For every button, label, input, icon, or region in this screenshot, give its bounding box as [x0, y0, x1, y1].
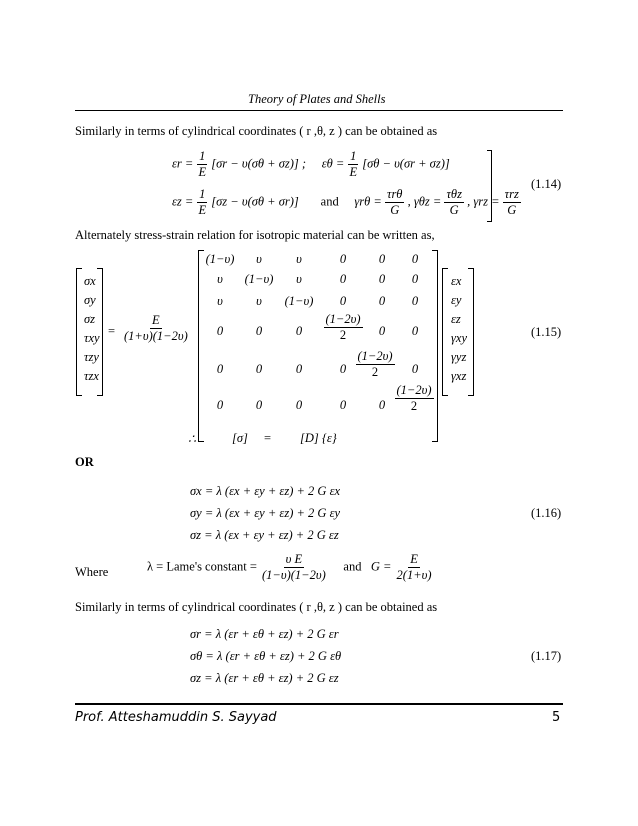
- matrix-cell: 0: [378, 272, 386, 286]
- matrix-cell: 0: [295, 324, 303, 338]
- coefficient: $\frac{E}{(1+\upsilon)(1-2\upsilon)}$: [124, 313, 188, 344]
- matrix-cell: 0: [255, 398, 263, 412]
- matrix-cell: 0: [411, 294, 419, 308]
- matrix-cell: (1−υ): [205, 252, 235, 266]
- matrix-cell-fraction: $\frac{(1-2\upsilon)}{2}$: [325, 312, 361, 343]
- stress-vector-brace-left: [76, 268, 82, 396]
- matrix-cell: 0: [295, 398, 303, 412]
- matrix-cell: 0: [411, 252, 419, 266]
- eq-1-16-line: σx = λ (εx + εy + εz) + 2 G εx: [190, 484, 341, 498]
- matrix-cell: υ: [296, 272, 302, 286]
- matrix-cell: 0: [339, 362, 347, 376]
- page-number: 5: [552, 710, 561, 725]
- eq-1-14-row1: εr = $\frac{1}{E}$ [σr − υ(σθ + σz)] ; εθ = $\frac{1}{E}$ [σθ − υ(σr + σz)]: [172, 149, 450, 180]
- matrix-cell: 0: [411, 362, 419, 376]
- equals-sign: =: [264, 431, 272, 445]
- stress-vector-brace-right: [97, 268, 103, 396]
- matrix-cell: 0: [216, 398, 224, 412]
- running-header: Theory of Plates and Shells: [248, 92, 386, 106]
- header-rule: [75, 110, 563, 111]
- matrix-cell: 0: [411, 324, 419, 338]
- lame-definition: λ = Lame's constant = $\frac{\text{υ E}}{(1-\upsilon)(1-2\upsilon)}$ and G = $\frac{E}{2(1+\upsilon)}$: [147, 552, 432, 583]
- matrix-cell: (1−υ): [284, 294, 314, 308]
- eq-1-16-line: σy = λ (εx + εy + εz) + 2 G εy: [190, 506, 341, 520]
- intro-cylindrical-1: Similarly in terms of cylindrical coordinates ( r ,θ, z ) can be obtained as: [75, 124, 438, 138]
- eq-1-16-line: σz = λ (εx + εy + εz) + 2 G εz: [190, 528, 339, 542]
- matrix-cell: 0: [339, 272, 347, 286]
- equals-sign: =: [108, 324, 116, 338]
- matrix-cell-fraction: $\frac{(1-2\upsilon)}{2}$: [396, 383, 432, 414]
- matrix-cell-fraction: $\frac{(1-2\upsilon)}{2}$: [357, 349, 393, 380]
- eq-1-17-line: σθ = λ (εr + εθ + εz) + 2 G εθ: [190, 649, 342, 663]
- intro-cylindrical-2: Similarly in terms of cylindrical coordinates ( r ,θ, z ) can be obtained as: [75, 600, 438, 614]
- footer-rule: [75, 703, 563, 705]
- matrix-cell: 0: [216, 362, 224, 376]
- matrix-cell: 0: [295, 362, 303, 376]
- strain-vector-brace-left: [442, 268, 448, 396]
- matrix-cell: υ: [217, 294, 223, 308]
- matrix-cell: υ: [296, 252, 302, 266]
- matrix-cell: 0: [255, 324, 263, 338]
- strain-vector: εx εy εz γxy γyz γxz: [451, 274, 468, 383]
- where-label: Where: [75, 565, 109, 579]
- matrix-cell: 0: [216, 324, 224, 338]
- sigma-matrix: [σ]: [232, 431, 248, 445]
- matrix-cell: 0: [378, 324, 386, 338]
- strain-vector-brace-right: [468, 268, 474, 396]
- eq-1-14-row2: εz = $\frac{1}{E}$ [σz − υ(σθ + σr)] and γrθ = $\frac{\text{τrθ}}{G}$ , γθz = $\frac{\text{τθz}}{G}$ , γrz = $\frac{\text{τrz}}{G}$: [172, 187, 519, 218]
- footer-author: Prof. Atteshamuddin S. Sayyad: [75, 710, 277, 725]
- matrix-cell: 0: [378, 252, 386, 266]
- matrix-cell: 0: [411, 272, 419, 286]
- eq-1-17-line: σz = λ (εr + εθ + εz) + 2 G εz: [190, 671, 339, 685]
- matrix-cell: 0: [378, 398, 386, 412]
- matrix-cell: 0: [378, 294, 386, 308]
- matrix-cell: 0: [339, 294, 347, 308]
- matrix-cell: υ: [217, 272, 223, 286]
- d-epsilon: [D] {ε}: [300, 431, 337, 445]
- or-label: OR: [75, 455, 94, 469]
- eq-1-17-line: σr = λ (εr + εθ + εz) + 2 G εr: [190, 627, 339, 641]
- eq-number-1-17: (1.17): [531, 649, 562, 663]
- alternate-text: Alternately stress-strain relation for isotropic material can be written as,: [75, 228, 435, 242]
- matrix-cell: 0: [255, 362, 263, 376]
- eq-number-1-14: (1.14): [531, 177, 562, 191]
- matrix-cell: υ: [256, 252, 262, 266]
- matrix-cell: 0: [339, 398, 347, 412]
- eq-1-14-bracket: [487, 150, 492, 222]
- matrix-cell: 0: [339, 252, 347, 266]
- matrix-cell: υ: [256, 294, 262, 308]
- stress-vector: σx σy σz τxy τzy τzx: [84, 274, 100, 383]
- matrix-cell: (1−υ): [244, 272, 274, 286]
- therefore-sign: ∴: [188, 432, 196, 446]
- eq-number-1-16: (1.16): [531, 506, 562, 520]
- eq-number-1-15: (1.15): [531, 325, 562, 339]
